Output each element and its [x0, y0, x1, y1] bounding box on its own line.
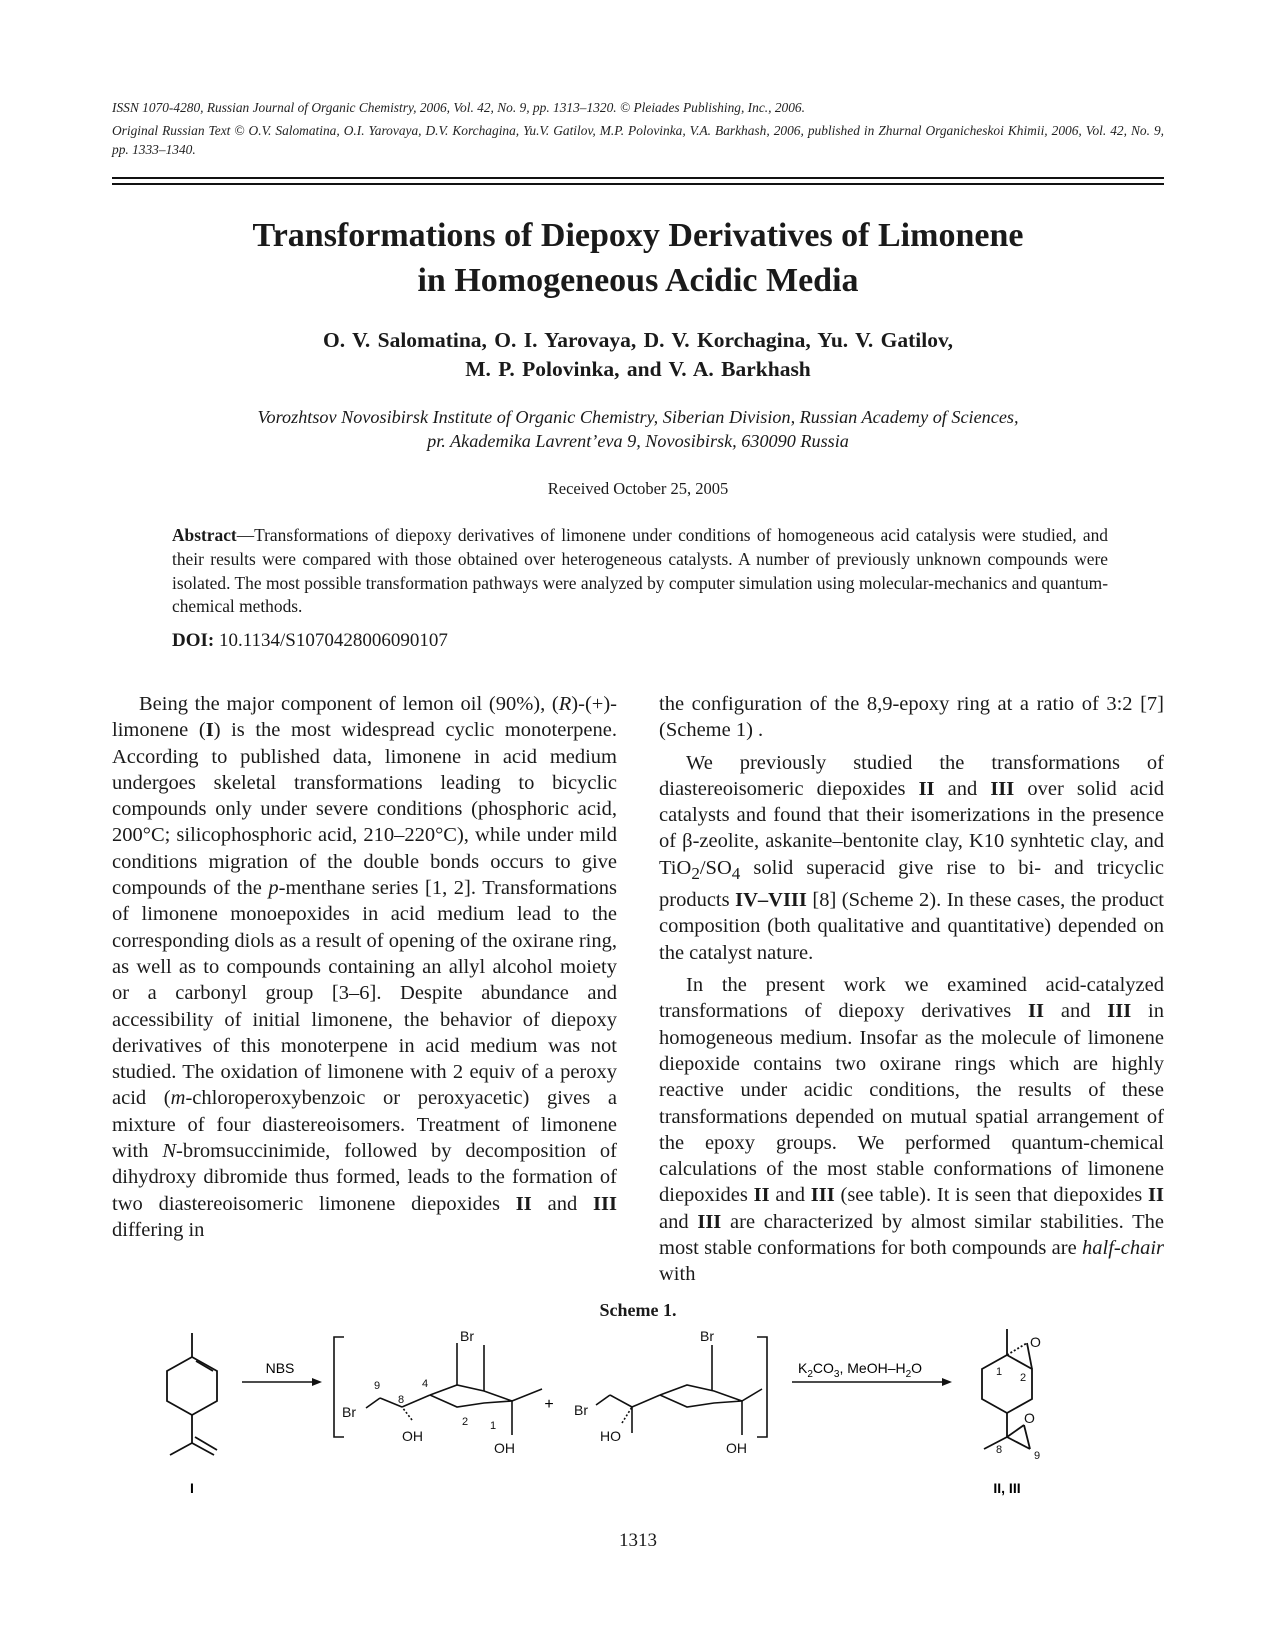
- atom-number: 8: [996, 1444, 1003, 1456]
- author-list: O. V. Salomatina, O. I. Yarovaya, D. V. Korchagina, Yu. V. Gatilov, M. P. Polovinka, and V. A. Barkhash: [323, 328, 953, 381]
- received-date: Received October 25, 2005: [547, 479, 729, 498]
- plus-sign: +: [544, 1396, 554, 1413]
- reagent-k2co3: $K_2CO_3$, MeOH–$H_2O$: [798, 1360, 923, 1380]
- atom-o: O: [1030, 1334, 1041, 1350]
- journal-citation: ISSN 1070-4280, Russian Journal of Organic Chemistry, 2006, Vol. 42, No. 9, pp. 1313–1320. © Pleiades Publishing, Inc., 2006.: [112, 100, 805, 115]
- abstract-text: —Transformations of diepoxy derivatives of limonene under conditions of homogeneous acid catalysis were studied, and their results were compared with those obtained over heterogeneous catalysts. A number of previously unknown compounds were isolated. The most possible transformation pathways were analyzed by computer simulation using molecular-mechanics and quantum-chemical methods.: [172, 525, 1108, 617]
- abstract-label: Abstract: [172, 525, 237, 545]
- original-text-note: Original Russian Text © O.V. Salomatina, O.I. Yarovaya, D.V. Korchagina, Yu.V. Gatilov, M.P. Polovinka, V.A. Barkhash, 2006, published in Zhurnal Organicheskoi Khimii, 2006, Vol. 42, No. 9, pp. 1333–1340.: [112, 123, 1164, 157]
- atom-ho: HO: [600, 1428, 621, 1444]
- arrow-head-1: [312, 1378, 322, 1386]
- paragraph: In the present work we examined acid-catalyzed transformations of diepoxy derivatives II and III in homogeneous medium. Insofar as the molecule of limonene diepoxide contains two oxirane rings which are highly reactive under acidic conditions, the results of these transformations depended on mutual spatial arrangement of the epoxy groups. We performed quantum-chemical calculations of the most stable conformations of limonene diepoxides II and III (see table). It is seen that diepoxides II and III are characterized by almost similar stabilities. The most stable conformations for both compounds are half-chair with: [659, 974, 1164, 1286]
- page-number: 1313: [619, 1530, 657, 1551]
- scheme-title: Scheme 1.: [599, 1300, 677, 1320]
- atom-br: Br: [342, 1404, 356, 1420]
- atom-br: Br: [460, 1328, 474, 1344]
- atom-br: Br: [574, 1402, 588, 1418]
- atom-number: 4: [422, 1378, 429, 1390]
- atom-number: 2: [462, 1416, 469, 1428]
- atom-o: O: [1024, 1410, 1035, 1426]
- scheme-1-reaction: [112, 1325, 1164, 1505]
- compound-label-I: I: [190, 1480, 194, 1496]
- atom-number: 9: [1034, 1450, 1041, 1462]
- affiliation: Vorozhtsov Novosibirsk Institute of Organic Chemistry, Siberian Division, Russian Academy of Sciences, pr. Akademika Lavrent’eva 9, Novosibirsk, 630090 Russia: [257, 407, 1019, 451]
- atom-number: 1: [996, 1366, 1003, 1378]
- doi[interactable]: DOI: 10.1134/S1070428006090107: [172, 630, 448, 651]
- paragraph: Being the major component of lemon oil (90%), (R)-(+)-limonene (I) is the most widespread cyclic monoterpene. According to published data, limonene in acid medium undergoes skeletal transformations leading to bicyclic compounds only under severe conditions (phosphoric acid, 200°C; silicophosphoric acid, 210–220°C), while under mild conditions migration of the double bonds occurs to give compounds of the p-menthane series [1, 2]. Transformations of limonene monoepoxides in acid medium lead to the corresponding diols as a result of opening of the oxirane ring, as well as to compounds containing an allyl alcohol moiety or a carbonyl group [3–6]. Despite abundance and accessibility of initial limonene, the behavior of diepoxy derivatives of this monoterpene in acid medium was not studied. The oxidation of limonene with 2 equiv of a peroxy acid (m-chloroperoxybenzoic or peroxyacetic) gives a mixture of four diastereoisomers. Treatment of limonene with N-bromsuccinimide, followed by decomposition of dihydroxy dibromide thus formed, leads to the formation of two diastereoisomeric limonene diepoxides II and III differing in: [112, 693, 618, 1241]
- paragraph: We previously studied the transformations of diastereoisomeric diepoxides II and III over solid acid catalysts and found that their isomerizations in the presence of β-zeolite, askanite–bentonite clay, K10 synhtetic clay, and $TiO_2/SO_4$ solid superacid give rise to bi- and tricyclic products IV–VIII [8] (Scheme 2). In these cases, the product composition (both qualitative and quantitative) depended on the catalyst nature.: [659, 751, 1164, 964]
- atom-oh: OH: [726, 1440, 747, 1456]
- arrow-head-2: [942, 1378, 952, 1386]
- body-column-right: [659, 691, 1164, 1288]
- bromohydrin-1: [366, 1343, 542, 1435]
- atom-number: 2: [1020, 1372, 1027, 1384]
- bromohydrin-2: [596, 1345, 762, 1435]
- abstract: [172, 524, 1108, 619]
- atom-number: 1: [490, 1420, 497, 1432]
- diepoxide-structure: [982, 1329, 1032, 1449]
- atom-oh: OH: [402, 1428, 423, 1444]
- atom-br: Br: [700, 1328, 714, 1344]
- article-title: Transformations of Diepoxy Derivatives of Limonene in Homogeneous Acidic Media: [252, 217, 1024, 299]
- header-rule-bottom: [112, 183, 1164, 185]
- reagent-nbs: NBS: [265, 1360, 295, 1376]
- paragraph: the configuration of the 8,9-epoxy ring at a ratio of 3:2 [7] (Scheme 1) .: [659, 693, 1164, 742]
- compound-label-II-III: II, III: [993, 1480, 1021, 1496]
- body-column-left: [112, 691, 617, 1243]
- header-rule-top: [112, 177, 1164, 179]
- bracket-right: [757, 1337, 767, 1437]
- limonene-structure: [167, 1333, 217, 1455]
- atom-number: 9: [374, 1380, 381, 1392]
- atom-oh: OH: [494, 1440, 515, 1456]
- bracket-left: [334, 1337, 344, 1437]
- doi-value[interactable]: 10.1134/S1070428006090107: [218, 630, 448, 651]
- atom-number: 8: [398, 1394, 405, 1406]
